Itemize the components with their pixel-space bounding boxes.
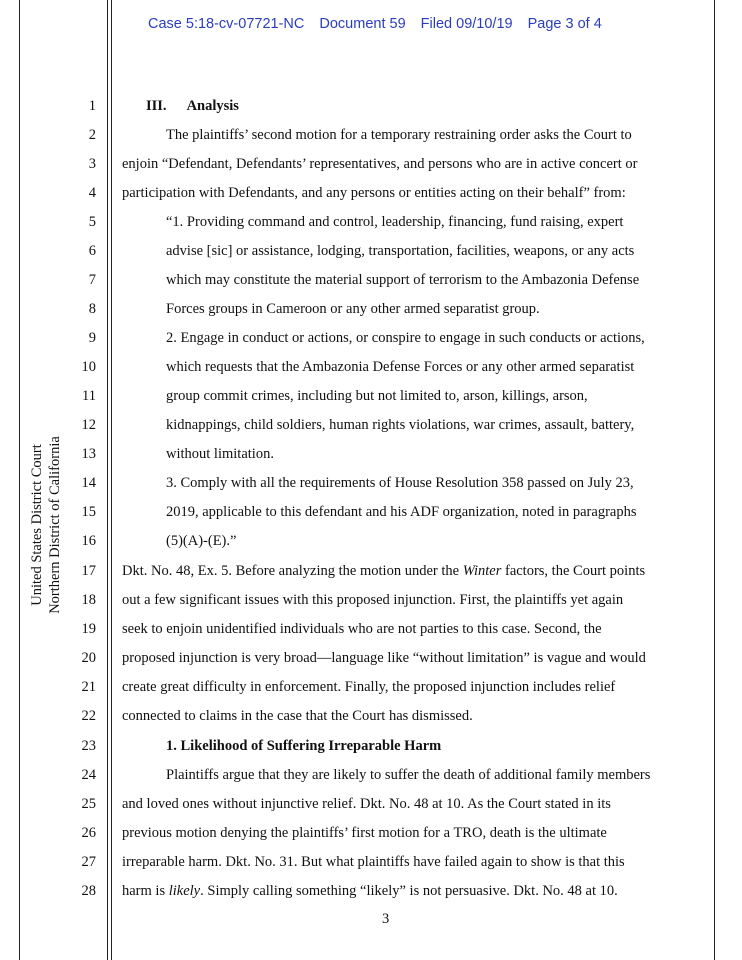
section-title: Analysis bbox=[186, 98, 239, 114]
paragraph-line: out a few significant issues with this proposed injunction. First, the plaintiffs yet again bbox=[122, 592, 624, 608]
line-number: 11 bbox=[82, 388, 96, 404]
document-number: Document 59 bbox=[319, 16, 406, 32]
line-number: 5 bbox=[88, 214, 96, 230]
line-number: 16 bbox=[81, 533, 96, 549]
line-number: 28 bbox=[81, 883, 96, 899]
paragraph-line: participation with Defendants, and any persons or entities acting on their behalf” from: bbox=[122, 185, 626, 201]
page-number: 3 bbox=[382, 911, 390, 927]
quote-line: which requests that the Ambazonia Defense Forces or any other armed separatist bbox=[166, 359, 635, 375]
paragraph-line: seek to enjoin unidentified individuals who are not parties to this case. Second, the bbox=[122, 621, 602, 637]
quote-line: 2019, applicable to this defendant and his ADF organization, noted in paragraphs bbox=[166, 504, 637, 520]
line-number: 23 bbox=[81, 738, 96, 754]
right-margin-rule bbox=[714, 0, 715, 960]
paragraph-line: Plaintiffs argue that they are likely to suffer the death of additional family members bbox=[166, 767, 651, 783]
court-name: United States District Court bbox=[29, 444, 45, 606]
line-number: 3 bbox=[88, 156, 96, 172]
quote-line: without limitation. bbox=[166, 446, 274, 462]
section-heading: III. Analysis bbox=[146, 98, 239, 114]
quote-line: 2. Engage in conduct or actions, or conspire to engage in such conducts or actions, bbox=[166, 330, 645, 346]
paragraph-line: previous motion denying the plaintiffs’ first motion for a TRO, death is the ultimate bbox=[122, 825, 607, 841]
paragraph-line: irreparable harm. Dkt. No. 31. But what plaintiffs have failed again to show is that this bbox=[122, 854, 625, 870]
line-number: 1 bbox=[88, 98, 96, 114]
emphasis-italic: likely bbox=[168, 883, 201, 899]
court-district: Northern District of California bbox=[47, 436, 63, 614]
line-number: 20 bbox=[81, 650, 96, 666]
line-number: 19 bbox=[81, 621, 96, 637]
line-number: 10 bbox=[81, 359, 96, 375]
line-number: 4 bbox=[88, 185, 96, 201]
line-number: 9 bbox=[88, 330, 96, 346]
case-citation-italic: Winter bbox=[462, 563, 502, 579]
paragraph-line: harm is likely. Simply calling something “likely” is not persuasive. Dkt. No. 48 at 10. bbox=[122, 883, 618, 899]
line-number: 22 bbox=[81, 708, 96, 724]
case-number: Case 5:18-cv-07721-NC bbox=[148, 16, 305, 32]
line-number: 18 bbox=[81, 592, 96, 608]
line-number-rule-2 bbox=[111, 0, 112, 960]
paragraph-line: connected to claims in the case that the Court has dismissed. bbox=[122, 708, 473, 724]
left-margin-rule bbox=[19, 0, 20, 960]
quote-line: “1. Providing command and control, leadership, financing, fund raising, expert bbox=[166, 214, 624, 230]
line-number: 13 bbox=[81, 446, 96, 462]
quote-line: (5)(A)-(E).” bbox=[166, 533, 237, 549]
line-number: 6 bbox=[88, 243, 96, 259]
page-indicator: Page 3 of 4 bbox=[527, 16, 602, 32]
quote-line: Forces groups in Cameroon or any other armed separatist group. bbox=[166, 301, 540, 317]
paragraph-line: create great difficulty in enforcement. Finally, the proposed injunction includes relief bbox=[122, 679, 616, 695]
line-number: 27 bbox=[81, 854, 96, 870]
paragraph-line: The plaintiffs’ second motion for a temporary restraining order asks the Court to bbox=[166, 127, 632, 143]
line-number: 14 bbox=[81, 475, 96, 491]
paragraph-line: enjoin “Defendant, Defendants’ representatives, and persons who are in active concert or bbox=[122, 156, 638, 172]
filed-date: Filed 09/10/19 bbox=[420, 16, 513, 32]
quote-line: kidnappings, child soldiers, human rights violations, war crimes, assault, battery, bbox=[166, 417, 635, 433]
line-number-rule-1 bbox=[107, 0, 108, 960]
paragraph-line: proposed injunction is very broad—language like “without limitation” is vague and would bbox=[122, 650, 646, 666]
paragraph-line: Dkt. No. 48, Ex. 5. Before analyzing the motion under the Winter factors, the Court points bbox=[122, 563, 646, 579]
subsection-heading: 1. Likelihood of Suffering Irreparable Harm bbox=[166, 738, 442, 754]
line-number: 8 bbox=[88, 301, 96, 317]
quote-line: advise [sic] or assistance, lodging, transportation, facilities, weapons, or any acts bbox=[166, 243, 635, 259]
line-number: 25 bbox=[81, 796, 96, 812]
line-number: 17 bbox=[81, 563, 96, 579]
line-number: 7 bbox=[88, 272, 96, 288]
quote-line: which may constitute the material support of terrorism to the Ambazonia Defense bbox=[166, 272, 640, 288]
line-number: 12 bbox=[81, 417, 96, 433]
line-number: 26 bbox=[81, 825, 96, 841]
quote-line: group commit crimes, including but not limited to, arson, killings, arson, bbox=[166, 388, 588, 404]
quote-line: 3. Comply with all the requirements of House Resolution 358 passed on July 23, bbox=[166, 475, 634, 491]
line-number: 2 bbox=[88, 127, 96, 143]
line-number: 21 bbox=[81, 679, 96, 695]
paragraph-line: and loved ones without injunctive relief. Dkt. No. 48 at 10. As the Court stated in its bbox=[122, 796, 611, 812]
line-number: 15 bbox=[81, 504, 96, 520]
line-number: 24 bbox=[81, 767, 96, 783]
case-header bbox=[148, 16, 613, 32]
